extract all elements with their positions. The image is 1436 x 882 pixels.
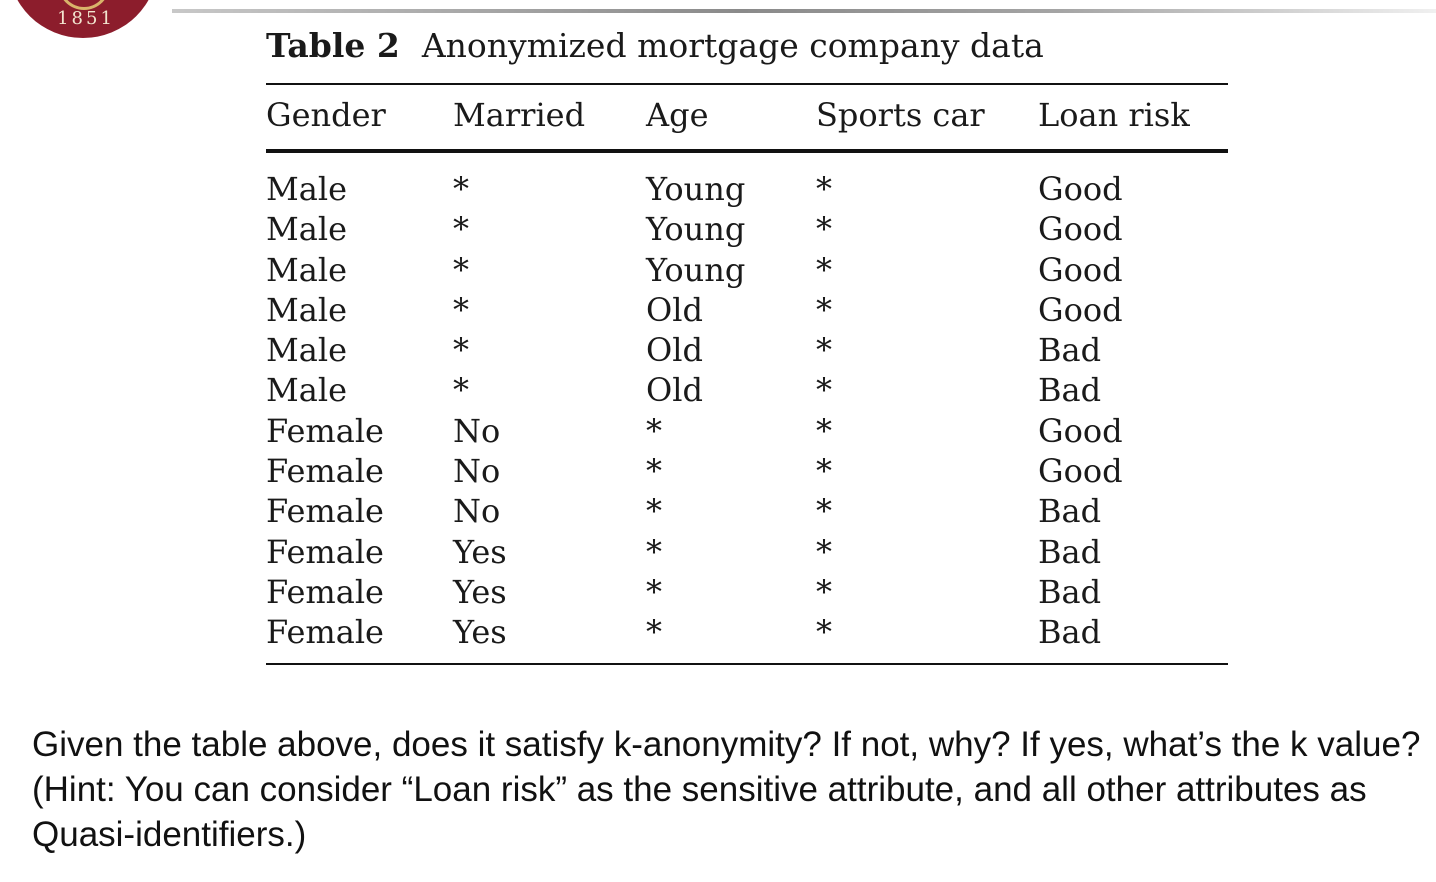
cell-sports-car: * [816,290,832,329]
cell-gender: Female [266,613,384,652]
cell-married: * [453,331,469,370]
cell-gender: Female [266,572,384,611]
cell-loan-risk: Bad [1038,331,1102,370]
table-row [266,532,1228,572]
cell-gender: Male [266,371,348,410]
cell-married: * [453,250,469,289]
table-row [266,572,1228,612]
cell-age: Old [646,290,703,329]
table-caption [266,26,1044,65]
table-row [266,250,1228,290]
cell-loan-risk: Bad [1038,532,1102,571]
cell-age: Old [646,371,703,410]
cell-loan-risk: Bad [1038,613,1102,652]
cell-sports-car: * [816,452,832,491]
table-row [266,491,1228,531]
cell-sports-car: * [816,572,832,611]
table-row [266,451,1228,491]
table-caption-title: Anonymized mortgage company data [421,26,1044,65]
table-body [266,153,1228,663]
cell-gender: Male [266,290,348,329]
table-row [266,169,1228,209]
cell-age: * [646,452,662,491]
header-gender: Gender [266,96,386,134]
cell-gender: Male [266,331,348,370]
cell-age: * [646,411,662,450]
table-caption-number: Table 2 [266,26,400,65]
table-row [266,330,1228,370]
cell-age: * [646,613,662,652]
cell-married: No [453,411,501,450]
cell-married: No [453,452,501,491]
cell-married: Yes [453,613,507,652]
cell-married: Yes [453,532,507,571]
cell-married: Yes [453,572,507,611]
cell-sports-car: * [816,371,832,410]
cell-gender: Male [266,250,348,289]
table-row [266,612,1228,652]
table-bottom-rule [266,663,1228,665]
cell-married: * [453,371,469,410]
cell-married: No [453,492,501,531]
table-row [266,370,1228,410]
cell-age: Young [646,170,746,208]
header-age: Age [646,96,709,134]
table-row [266,290,1228,330]
cell-loan-risk: Good [1038,250,1123,289]
cell-loan-risk: Good [1038,210,1123,249]
cell-gender: Female [266,532,384,571]
header-sports-car: Sports car [816,96,985,134]
cell-loan-risk: Good [1038,170,1123,208]
cell-age: * [646,572,662,611]
table-header-row [266,85,1228,149]
table-row [266,209,1228,249]
cell-age: Young [646,210,746,249]
cell-married: * [453,210,469,249]
cell-sports-car: * [816,613,832,652]
cell-sports-car: * [816,532,832,571]
cell-married: * [453,170,469,208]
cell-sports-car: * [816,170,832,208]
cell-loan-risk: Bad [1038,492,1102,531]
cell-gender: Male [266,170,348,208]
cell-age: * [646,532,662,571]
header-loan-risk: Loan risk [1038,96,1190,134]
cell-gender: Female [266,411,384,450]
cell-age: Young [646,250,746,289]
cell-loan-risk: Good [1038,452,1123,491]
cell-sports-car: * [816,411,832,450]
mortgage-data-table [266,83,1228,665]
cell-loan-risk: Good [1038,290,1123,329]
cell-gender: Female [266,492,384,531]
cell-loan-risk: Good [1038,411,1123,450]
header-divider [172,9,1436,13]
cell-married: * [453,290,469,329]
question-text: Given the table above, does it satisfy k-anonymity? If not, why? If yes, what’s the k value? (Hint: You can consider “Loan risk” as the sensitive attribute, and all other attributes as Quasi-identifiers.) [32,725,1421,854]
cell-gender: Male [266,210,348,249]
header-married: Married [453,96,586,134]
cell-age: * [646,492,662,531]
table-row [266,411,1228,451]
cell-age: Old [646,331,703,370]
cell-sports-car: * [816,210,832,249]
cell-sports-car: * [816,331,832,370]
cell-loan-risk: Bad [1038,371,1102,410]
cell-loan-risk: Bad [1038,572,1102,611]
university-seal-logo [8,0,158,38]
seal-year: 1851 [57,8,115,29]
cell-sports-car: * [816,250,832,289]
cell-sports-car: * [816,492,832,531]
cell-gender: Female [266,452,384,491]
